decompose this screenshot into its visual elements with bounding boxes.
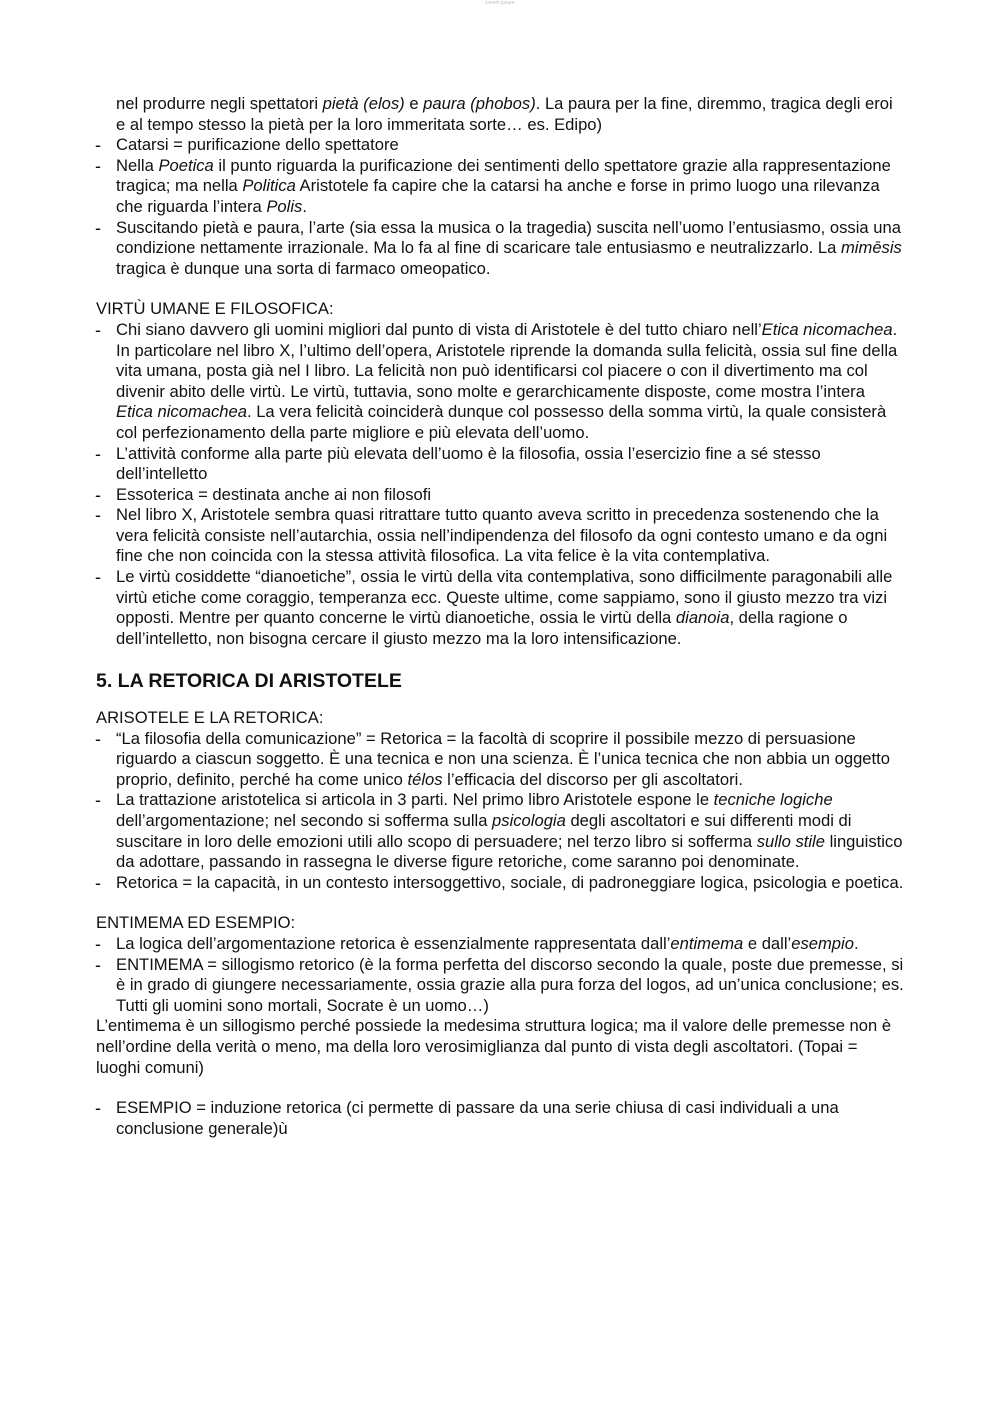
italic-term: tecniche logiche — [713, 790, 833, 810]
italic-term: entimema — [670, 933, 744, 953]
list-item — [96, 444, 906, 485]
retorica-list — [96, 729, 906, 894]
italic-term: Polis — [266, 196, 303, 216]
list-item — [96, 873, 906, 894]
text-run: La trattazione aristotelica si articola in 3 parti. Nel primo libro Aristotele espone le — [116, 790, 714, 810]
italic-term: sullo stile — [756, 831, 825, 851]
header-mark: Lorem ipsum — [485, 0, 515, 6]
list-item — [96, 567, 906, 649]
entimema-list — [96, 934, 906, 1139]
italic-term: Poetica — [158, 155, 214, 175]
text-run: . La vera felicità coinciderà dunque col possesso della somma virtù, la quale consisterà col perfezionamento della parte migliore e più elevata dell’uomo. — [116, 402, 887, 442]
section-virtu — [96, 299, 906, 649]
bullet-dash: - — [95, 135, 101, 156]
bullet-dash: - — [95, 319, 101, 340]
intro-block — [96, 94, 906, 279]
text-run: . — [302, 196, 307, 216]
text-run: . La paura per la fine, diremmo, tragica degli eroi e al tempo stesso la pietà per la loro immeritata sorte… es. Edipo) — [116, 94, 893, 134]
paragraph — [96, 1016, 906, 1078]
text-run: ESEMPIO = induzione retorica (ci permette di passare da una serie chiusa di casi individuali a una conclusione generale)ù — [116, 1098, 839, 1138]
text-run: L’entimema è un sillogismo perché possiede la medesima struttura logica; ma il valore delle premesse non è nell’ordine della verità o meno, ma della loro verosimiglianza dal punto di vista degli ascoltatori. (Topai = luoghi comuni) — [96, 1016, 892, 1077]
italic-term: télos — [407, 769, 443, 789]
text-run: L’attività conforme alla parte più elevata dell’uomo è la filosofia, ossia l’esercizio fine a sé stesso dell’intelletto — [116, 443, 821, 484]
italic-term: psicologia — [492, 811, 566, 830]
bullet-dash: - — [95, 567, 101, 588]
italic-term: esempio — [791, 933, 854, 953]
italic-term: Etica nicomachea — [761, 319, 893, 339]
section-heading: VIRTÙ UMANE E FILOSOFICA: — [96, 299, 334, 319]
italic-term: Politica — [242, 176, 296, 196]
section-entimema — [96, 913, 906, 1139]
list-item — [96, 934, 906, 955]
text-run: Nella — [116, 155, 159, 175]
bullet-dash: - — [95, 443, 101, 464]
text-run: tragica è dunque una sorta di farmaco omeopatico. — [116, 258, 491, 278]
text-run: Le virtù cosiddette “dianoetiche”, ossia le virtù della vita contemplativa, sono difficilmente paragonabili alle virtù etiche come coraggio, temperanza ecc. Queste ultime, come sappiamo, sono il giusto mezzo tra vizi opposti. Mentre per quanto concerne le virtù dianoetiche, ossia le virtù della — [116, 567, 893, 628]
bullet-dash: - — [95, 872, 101, 893]
list-item — [96, 218, 906, 280]
text-run: Retorica = la capacità, in un contesto intersoggettivo, sociale, di padroneggiare logica, psicologia e poetica. — [116, 872, 904, 892]
italic-term: Etica nicomachea — [116, 402, 247, 422]
italic-term: dianoia — [675, 608, 730, 628]
spacer — [96, 1078, 906, 1098]
section-retorica — [96, 708, 906, 893]
list-item-continuation — [96, 94, 906, 135]
chapter-title: 5. LA RETORICA DI ARISTOTELE — [96, 670, 402, 693]
bullet-dash: - — [95, 484, 101, 505]
text-run: ENTIMEMA = sillogismo retorico (è la forma perfetta del discorso secondo la quale, poste due premesse, si è in grado di giungere necessariamente, ossia grazie alla pura forza del logos, ad un’unica conclusione; es. Tutti gli uomini sono mortali, Socrate è un uomo…) — [116, 954, 904, 1015]
list-item — [96, 955, 906, 1017]
text-run: Suscitando pietà e paura, l’arte (sia essa la musica o la tragedia) suscita nell’uomo l’entusiasmo, ossia una condizione nettamente irrazionale. Ma lo fa al fine di scaricare tale entusiasmo e neutralizzarlo. La — [116, 217, 901, 258]
text-run: dell’argomentazione; nel secondo si sofferma sulla — [116, 811, 493, 830]
text-run: linguistico da adottare, passando in rassegna le diverse figure retoriche, come saranno poi denominate. — [116, 831, 903, 872]
text-run: degli ascoltatori e sui differenti modi di suscitare in loro delle emozioni utili allo scopo di persuadere; nel terzo libro si sofferma — [116, 811, 852, 851]
text-run: il punto riguarda la purificazione dei sentimenti dello spettatore grazie alla rappresentazione tragica; ma nella — [116, 155, 891, 196]
italic-term: mimēsis — [840, 238, 902, 258]
bullet-dash: - — [95, 790, 101, 811]
bullet-dash: - — [95, 155, 101, 176]
list-item — [96, 320, 906, 444]
text-run: Chi siano davvero gli uomini migliori dal punto di vista di Aristotele è del tutto chiaro nell’ — [116, 319, 762, 339]
text-run: , della ragione o dell’intelletto, non bisogna cercare il giusto mezzo ma la loro intensificazione. — [116, 608, 848, 648]
text-run: Essoterica = destinata anche ai non filosofi — [116, 484, 432, 504]
text-run: Aristotele fa capire che la catarsi ha anche e forse in primo luogo una rilevanza che riguarda l’intera — [116, 176, 880, 216]
section-heading: ARISOTELE E LA RETORICA: — [96, 708, 324, 728]
text-run: La logica dell’argomentazione retorica è essenzialmente rappresentata dall’ — [116, 933, 671, 953]
text-run: l’efficacia del discorso per gli ascoltatori. — [442, 769, 743, 789]
text-run: . — [853, 933, 859, 953]
list-item — [96, 729, 906, 791]
list-item — [96, 156, 906, 218]
document-page — [96, 94, 906, 1139]
list-item — [96, 485, 906, 506]
list-item — [96, 790, 906, 872]
text-run: Catarsi = purificazione dello spettatore — [116, 135, 399, 155]
text-run: Nel libro X, Aristotele sembra quasi ritrattare tutto quanto aveva scritto in precedenza sostenendo che la vera felicità consiste nell’autarchia, ossia nell’indipendenza del filosofo da ogni contesto umano e da ogni fine che non coincida con la stessa attività filosofica. La vita felice è la vita contemplativa. — [116, 505, 888, 566]
bullet-dash: - — [95, 954, 101, 975]
bullet-dash: - — [95, 1098, 101, 1119]
bullet-dash: - — [95, 933, 101, 954]
italic-term: paura (phobos) — [423, 94, 536, 113]
text-run: e — [404, 94, 424, 113]
text-run: “La filosofia della comunicazione” = Retorica = la facoltà di scoprire il possibile mezzo di persuasione riguardo a ciascun soggetto. È una tecnica e non una scienza. È l’unica tecnica che non abbia un oggetto proprio, definito, perché ha come unico — [116, 728, 890, 789]
bullet-dash: - — [95, 728, 101, 749]
list-item — [96, 135, 906, 156]
virtu-list — [96, 320, 906, 650]
text-run: e dall’ — [743, 933, 792, 953]
bullet-dash: - — [95, 505, 101, 526]
text-run: nel produrre negli spettatori — [116, 94, 323, 113]
text-run: . In particolare nel libro X, l’ultimo dell’opera, Aristotele riprende la domanda sulla felicità, ossia sul fine della vita umana, posta già nel I libro. La felicità non può identificarsi col piacere o con il divertimento ma col divenir abito delle virtù. Le virtù, tuttavia, sono molte e gerarchicamente disposte, come mostra l’intera — [116, 319, 898, 401]
list-item — [96, 1098, 906, 1139]
bullet-dash: - — [95, 217, 101, 238]
list-item — [96, 505, 906, 567]
section-heading: ENTIMEMA ED ESEMPIO: — [96, 913, 296, 933]
italic-term: pietà (elos) — [322, 94, 405, 113]
